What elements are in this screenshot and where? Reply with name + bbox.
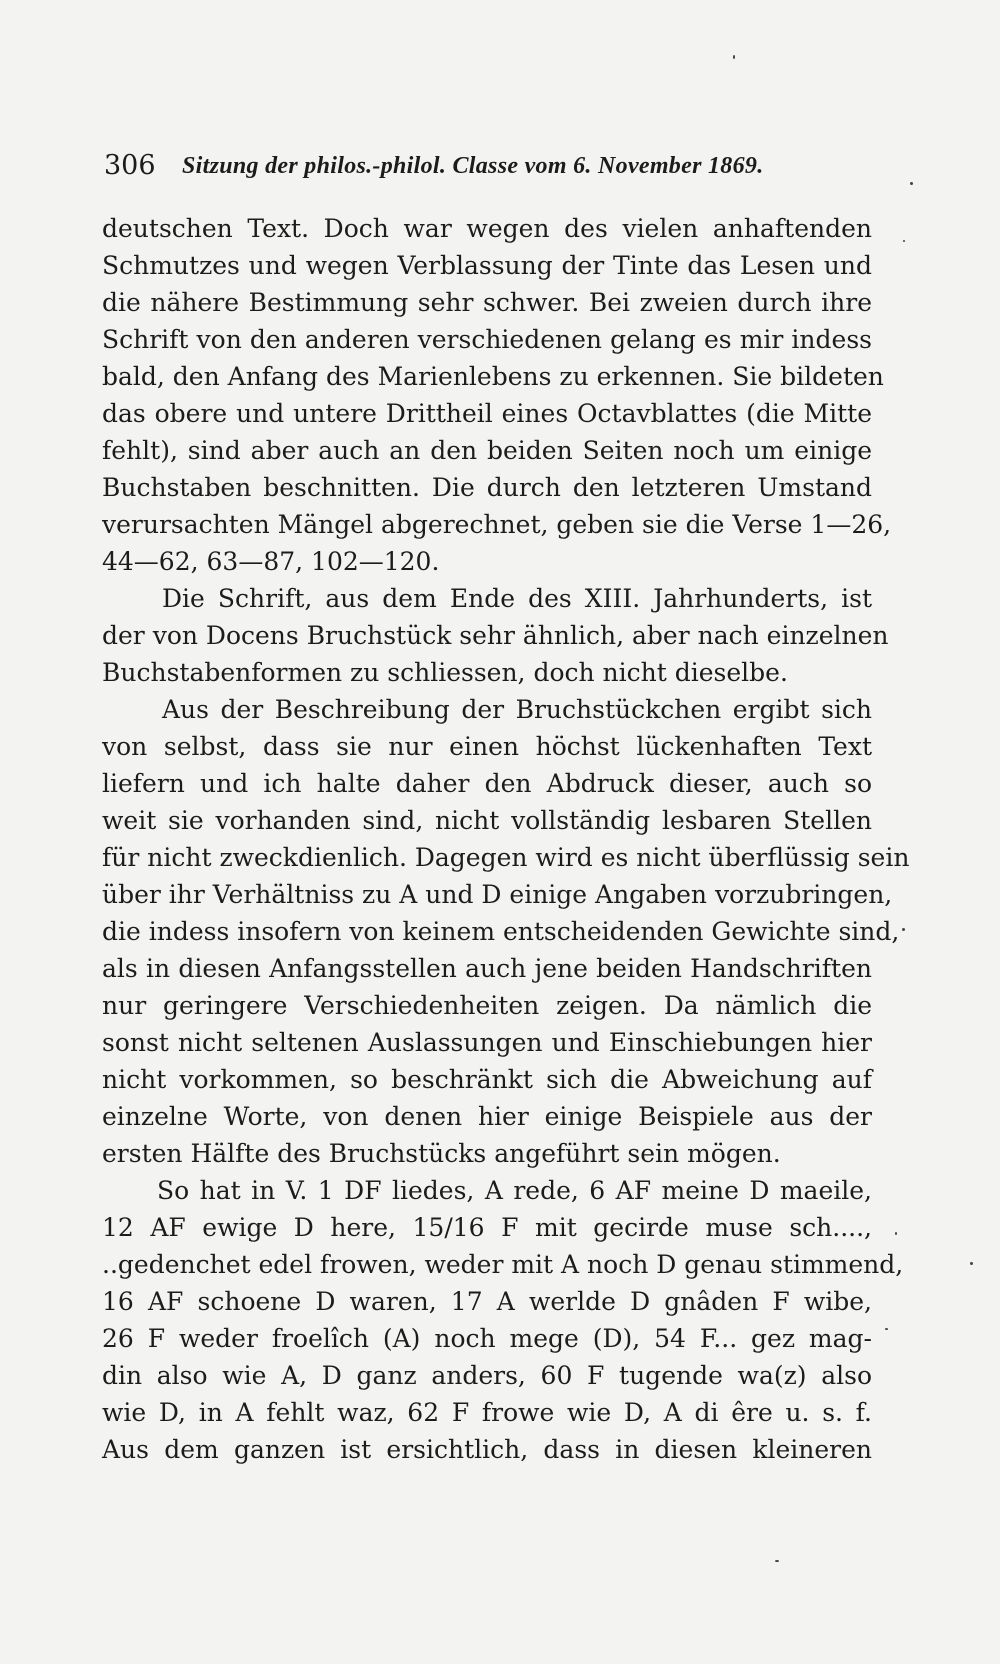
speck	[885, 1328, 888, 1330]
speck	[970, 1262, 973, 1265]
speck	[910, 182, 913, 185]
text-line: Schmutzes und wegen Verblassung der Tinte das Lesen und	[102, 251, 872, 280]
text-line: 26 F weder froelîch (A) noch mege (D), 54 F... gez mag-	[102, 1324, 872, 1353]
text-line: ersten Hälfte des Bruchstücks angeführt sein mögen.	[102, 1139, 781, 1168]
text-line: die indess insofern von keinem entscheidenden Gewichte sind,	[102, 917, 900, 946]
text-line: nicht vorkommen, so beschränkt sich die Abweichung auf	[102, 1065, 872, 1094]
speck	[902, 928, 905, 931]
text-line: liefern und ich halte daher den Abdruck dieser, auch so	[102, 769, 872, 798]
text-line: für nicht zweckdienlich. Dagegen wird es nicht überflüssig sein	[102, 843, 910, 872]
text-line: Buchstabenformen zu schliessen, doch nicht dieselbe.	[102, 658, 788, 687]
text-line: Schrift von den anderen verschiedenen gelang es mir indess	[102, 325, 872, 354]
text-line: bald, den Anfang des Marienlebens zu erkennen. Sie bildeten	[102, 362, 884, 391]
text-line: Aus dem ganzen ist ersichtlich, dass in diesen kleineren	[102, 1435, 872, 1464]
text-line: das obere und untere Drittheil eines Octavblattes (die Mitte	[102, 399, 872, 428]
text-line: din also wie A, D ganz anders, 60 F tugende wa(z) also	[102, 1361, 872, 1390]
page-header	[104, 150, 904, 190]
text-line: als in diesen Anfangsstellen auch jene beiden Handschriften	[102, 954, 872, 983]
text-line: 12 AF ewige D here, 15/16 F mit gecirde muse sch....,	[102, 1213, 872, 1242]
text-line: über ihr Verhältniss zu A und D einige Angaben vorzubringen,	[102, 880, 893, 909]
text-line: 44—62, 63—87, 102—120.	[102, 547, 440, 576]
text-line: weit sie vorhanden sind, nicht vollständig lesbaren Stellen	[102, 806, 872, 835]
text-line: fehlt), sind aber auch an den beiden Seiten noch um einige	[102, 436, 872, 465]
text-line: So hat in V. 1 DF liedes, A rede, 6 AF meine D maeile,	[157, 1176, 872, 1205]
page-number: 306	[104, 150, 156, 181]
text-line: die nähere Bestimmung sehr schwer. Bei zweien durch ihre	[102, 288, 872, 317]
speck	[903, 240, 905, 242]
text-line: verursachten Mängel abgerechnet, geben sie die Verse 1—26,	[102, 510, 892, 539]
text-line: von selbst, dass sie nur einen höchst lückenhaften Text	[102, 732, 872, 761]
text-line: nur geringere Verschiedenheiten zeigen. Da nämlich die	[102, 991, 872, 1020]
text-line: einzelne Worte, von denen hier einige Beispiele aus der	[102, 1102, 872, 1131]
text-line: Buchstaben beschnitten. Die durch den letzteren Umstand	[102, 473, 872, 502]
text-line: Die Schrift, aus dem Ende des XIII. Jahrhunderts, ist	[162, 584, 872, 613]
text-line: ..gedenchet edel frowen, weder mit A noch D genau stimmend,	[102, 1250, 904, 1279]
speck	[895, 1232, 897, 1235]
running-head: Sitzung der philos.-philol. Classe vom 6. November 1869.	[182, 153, 764, 179]
speck	[733, 55, 735, 59]
speck	[775, 1560, 779, 1562]
text-line: Aus der Beschreibung der Bruchstückchen ergibt sich	[162, 695, 872, 724]
text-line: der von Docens Bruchstück sehr ähnlich, aber nach einzelnen	[102, 621, 889, 650]
text-line: wie D, in A fehlt waz, 62 F frowe wie D, A di êre u. s. f.	[102, 1398, 872, 1427]
text-line: sonst nicht seltenen Auslassungen und Einschiebungen hier	[102, 1028, 872, 1057]
text-line: 16 AF schoene D waren, 17 A werlde D gnâden F wibe,	[102, 1287, 872, 1316]
text-line: deutschen Text. Doch war wegen des vielen anhaftenden	[102, 214, 872, 243]
